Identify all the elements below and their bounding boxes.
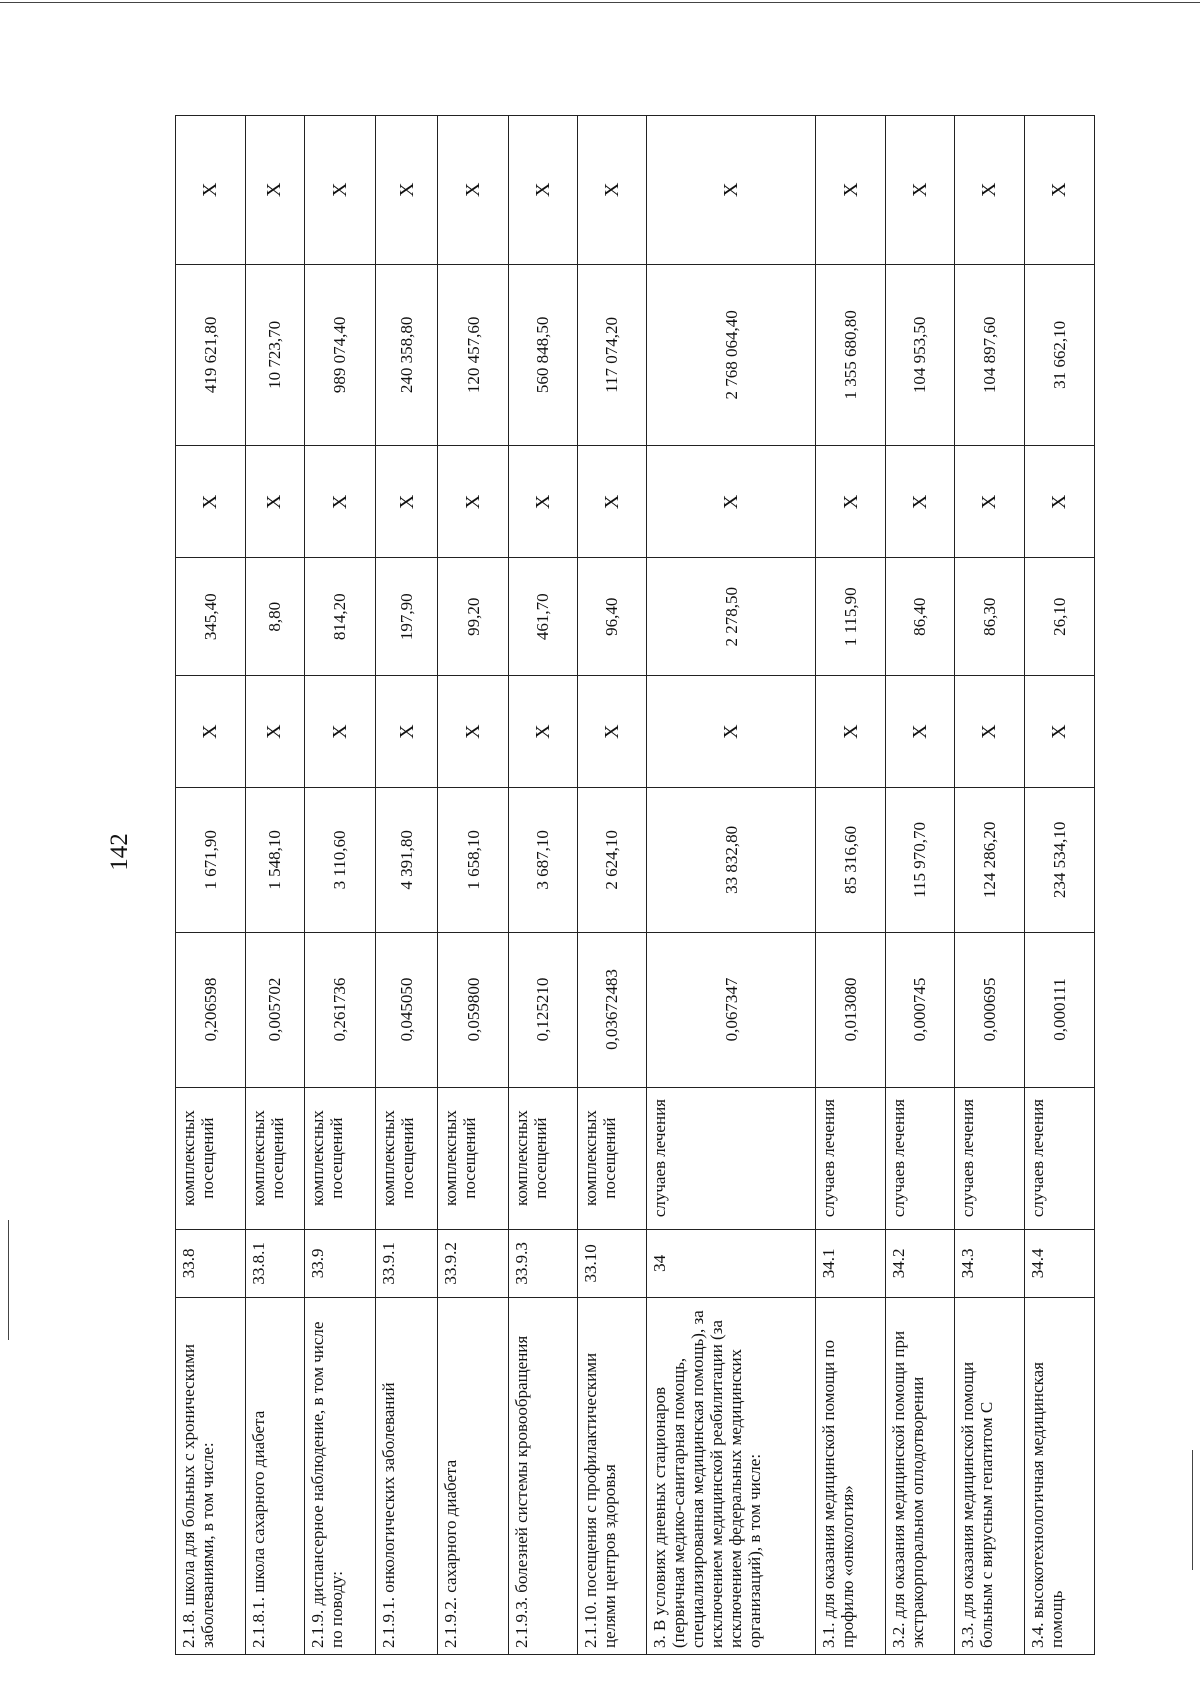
row-norm-volume: 0,261736 [304,932,376,1087]
page-number: 142 [106,833,133,871]
row-x-mark: Х [886,116,955,265]
row-x-mark: Х [304,446,376,558]
row-total: 10 723,70 [245,264,304,446]
row-norm-volume: 0,067347 [647,932,816,1087]
row-x-mark: Х [1025,116,1095,265]
row-norm-cost: 2 624,10 [577,788,647,932]
row-norm-cost: 1 548,10 [245,788,304,932]
row-per-capita: 461,70 [509,558,578,676]
row-total: 989 074,40 [304,264,376,446]
row-x-mark: Х [816,446,886,558]
row-x-mark: Х [176,446,246,558]
row-total: 2 768 064,40 [647,264,816,446]
table-row [577,116,647,1655]
table-body [176,116,1095,1655]
row-norm-volume: 0,206598 [176,932,246,1087]
row-per-capita: 99,20 [438,558,509,676]
row-norm-cost: 115 970,70 [886,788,955,932]
row-per-capita: 2 278,50 [647,558,816,676]
row-x-mark: Х [438,676,509,788]
row-total: 31 662,10 [1025,264,1095,446]
row-x-mark: Х [304,116,376,265]
row-x-mark: Х [245,116,304,265]
row-unit: комплексных посещений [577,1087,647,1229]
row-per-capita: 86,30 [954,558,1025,676]
row-total: 120 457,60 [438,264,509,446]
table-row [1025,116,1095,1655]
row-code: 33.9.3 [509,1229,578,1297]
table-row [176,116,246,1655]
row-norm-cost: 3 687,10 [509,788,578,932]
row-x-mark: Х [816,116,886,265]
scan-top-border [0,2,1200,3]
table-row [245,116,304,1655]
row-per-capita: 86,40 [886,558,955,676]
row-code: 34.4 [1025,1229,1095,1297]
row-x-mark: Х [438,116,509,265]
table-row [954,116,1025,1655]
row-code: 34.3 [954,1229,1025,1297]
row-name: 3.4. высокотехнологичная медицинская помощь [1025,1298,1095,1655]
row-code: 34.1 [816,1229,886,1297]
services-norm-table [175,115,1095,1655]
row-norm-volume: 0,045050 [376,932,438,1087]
row-x-mark: Х [954,446,1025,558]
row-norm-volume: 0,000695 [954,932,1025,1087]
row-unit: случаев лечения [886,1087,955,1229]
row-unit: комплексных посещений [509,1087,578,1229]
row-norm-volume: 0,013080 [816,932,886,1087]
row-per-capita: 197,90 [376,558,438,676]
table-row [816,116,886,1655]
row-norm-volume: 0,03672483 [577,932,647,1087]
row-x-mark: Х [376,446,438,558]
row-per-capita: 345,40 [176,558,246,676]
row-name: 2.1.9. диспансерное наблюдение, в том числе по поводу: [304,1298,376,1655]
row-total: 104 897,60 [954,264,1025,446]
row-x-mark: Х [954,676,1025,788]
row-code: 33.8.1 [245,1229,304,1297]
table-row [304,116,376,1655]
row-norm-volume: 0,005702 [245,932,304,1087]
rotated-table-wrapper [175,115,1095,1655]
row-code: 34.2 [886,1229,955,1297]
row-norm-cost: 1 658,10 [438,788,509,932]
row-x-mark: Х [176,116,246,265]
row-name: 2.1.9.2. сахарного диабета [438,1298,509,1655]
row-name: 3.2. для оказания медицинской помощи при экстракорпоральном оплодотворении [886,1298,955,1655]
row-unit: случаев лечения [816,1087,886,1229]
row-unit: комплексных посещений [376,1087,438,1229]
row-norm-cost: 3 110,60 [304,788,376,932]
row-x-mark: Х [886,676,955,788]
row-unit: случаев лечения [954,1087,1025,1229]
row-unit: комплексных посещений [176,1087,246,1229]
row-name: 2.1.10. посещения с профилактическими целями центров здоровья [577,1298,647,1655]
row-total: 117 074,20 [577,264,647,446]
row-norm-cost: 234 534,10 [1025,788,1095,932]
row-name: 3. В условиях дневных стационаров (первичная медико-санитарная помощь, специализированная медицинская помощь), за исключением медицинской реабилитации (за исключением федеральных медицинских организаций), в том числе: [647,1298,816,1655]
row-x-mark: Х [1025,676,1095,788]
row-x-mark: Х [509,446,578,558]
row-x-mark: Х [509,676,578,788]
row-x-mark: Х [886,446,955,558]
row-code: 33.9 [304,1229,376,1297]
row-norm-volume: 0,000745 [886,932,955,1087]
row-norm-volume: 0,125210 [509,932,578,1087]
row-name: 2.1.8. школа для больных с хроническими заболеваниями, в том числе: [176,1298,246,1655]
row-unit: случаев лечения [647,1087,816,1229]
row-total: 240 358,80 [376,264,438,446]
row-unit: комплексных посещений [438,1087,509,1229]
row-x-mark: Х [376,676,438,788]
row-per-capita: 814,20 [304,558,376,676]
row-name: 2.1.9.1. онкологических заболеваний [376,1298,438,1655]
scan-left-mark [8,1220,9,1340]
row-x-mark: Х [376,116,438,265]
scan-right-mark [1192,1450,1193,1570]
table-row [376,116,438,1655]
row-name: 3.3. для оказания медицинской помощи больным с вирусным гепатитом С [954,1298,1025,1655]
row-per-capita: 1 115,90 [816,558,886,676]
row-name: 2.1.8.1. школа сахарного диабета [245,1298,304,1655]
row-x-mark: Х [438,446,509,558]
row-x-mark: Х [509,116,578,265]
row-norm-volume: 0,059800 [438,932,509,1087]
row-unit: комплексных посещений [245,1087,304,1229]
row-total: 419 621,80 [176,264,246,446]
row-per-capita: 26,10 [1025,558,1095,676]
table-row [647,116,816,1655]
row-x-mark: Х [577,116,647,265]
row-x-mark: Х [577,676,647,788]
row-x-mark: Х [245,446,304,558]
row-x-mark: Х [647,446,816,558]
row-x-mark: Х [647,116,816,265]
row-unit: комплексных посещений [304,1087,376,1229]
row-norm-cost: 85 316,60 [816,788,886,932]
table-row [886,116,955,1655]
row-code: 33.8 [176,1229,246,1297]
row-x-mark: Х [176,676,246,788]
row-x-mark: Х [816,676,886,788]
table-row [509,116,578,1655]
row-code: 33.9.1 [376,1229,438,1297]
row-unit: случаев лечения [1025,1087,1095,1229]
row-total: 104 953,50 [886,264,955,446]
row-x-mark: Х [304,676,376,788]
row-norm-cost: 4 391,80 [376,788,438,932]
row-per-capita: 8,80 [245,558,304,676]
table-row [438,116,509,1655]
row-code: 34 [647,1229,816,1297]
row-norm-cost: 33 832,80 [647,788,816,932]
row-x-mark: Х [577,446,647,558]
row-x-mark: Х [1025,446,1095,558]
row-norm-cost: 124 286,20 [954,788,1025,932]
row-norm-cost: 1 671,90 [176,788,246,932]
row-total: 1 355 680,80 [816,264,886,446]
row-x-mark: Х [245,676,304,788]
row-per-capita: 96,40 [577,558,647,676]
row-code: 33.9.2 [438,1229,509,1297]
row-norm-volume: 0,000111 [1025,932,1095,1087]
row-name: 2.1.9.3. болезней системы кровообращения [509,1298,578,1655]
row-name: 3.1. для оказания медицинской помощи по профилю «онкология» [816,1298,886,1655]
row-x-mark: Х [647,676,816,788]
row-x-mark: Х [954,116,1025,265]
row-total: 560 848,50 [509,264,578,446]
row-code: 33.10 [577,1229,647,1297]
